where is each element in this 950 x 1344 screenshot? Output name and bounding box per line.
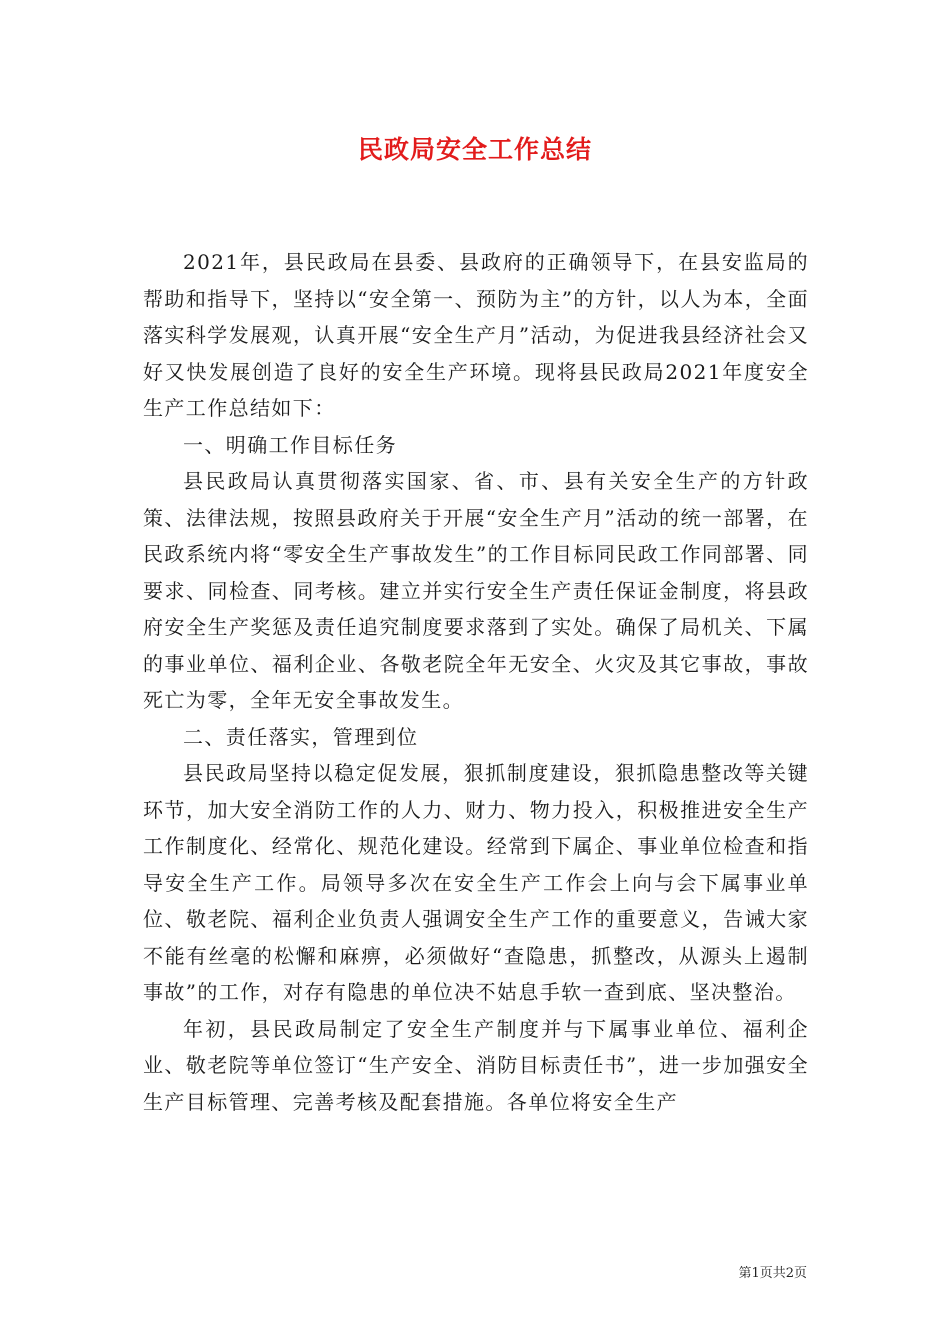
document-body xyxy=(143,244,809,1120)
page-number: 第1页共2页 xyxy=(738,1266,807,1281)
document-title: 民政局安全工作总结 xyxy=(357,135,592,164)
paragraph-section-2: 县民政局坚持以稳定促发展，狠抓制度建设，狠抓隐患整改等关键环节，加大安全消防工作的人力、财力、物力投入，积极推进安全生产工作制度化、经常化、规范化建设。经常到下属企、事业单位检查和指导安全生产工作。局领导多次在安全生产工作会上向与会下属事业单位、敬老院、福利企业负责人强调安全生产工作的重要意义，告诫大家不能有丝毫的松懈和麻痹，必须做好“查隐患，抓整改，从源头上遏制事故”的工作，对存有隐患的单位决不姑息手软一查到底、坚决整治。 xyxy=(143,761,809,1004)
section-heading-1: 一、明确工作目标任务 xyxy=(183,432,397,457)
section-heading-2: 二、责任落实，管理到位 xyxy=(183,724,419,749)
paragraph-intro: 2021年，县民政局在县委、县政府的正确领导下，在县安监局的帮助和指导下，坚持以“安全第一、预防为主”的方针，以人为本，全面落实科学发展观，认真开展“安全生产月”活动，为促进我县经济社会又好又快发展创造了良好的安全生产环境。现将县民政局2021年度安全生产工作总结如下： xyxy=(143,250,809,420)
paragraph-section-2-continued: 年初，县民政局制定了安全生产制度并与下属事业单位、福利企业、敬老院等单位签订“生产安全、消防目标责任书”，进一步加强安全生产目标管理、完善考核及配套措施。各单位将安全生产 xyxy=(143,1016,809,1114)
paragraph-section-1: 县民政局认真贯彻落实国家、省、市、县有关安全生产的方针政策、法律法规，按照县政府关于开展“安全生产月”活动的统一部署，在民政系统内将“零安全生产事故发生”的工作目标同民政工作同部署、同要求、同检查、同考核。建立并实行安全生产责任保证金制度，将县政府安全生产奖惩及责任追究制度要求落到了实处。确保了局机关、下属的事业单位、福利企业、各敬老院全年无安全、火灾及其它事故，事故死亡为零，全年无安全事故发生。 xyxy=(143,469,809,712)
